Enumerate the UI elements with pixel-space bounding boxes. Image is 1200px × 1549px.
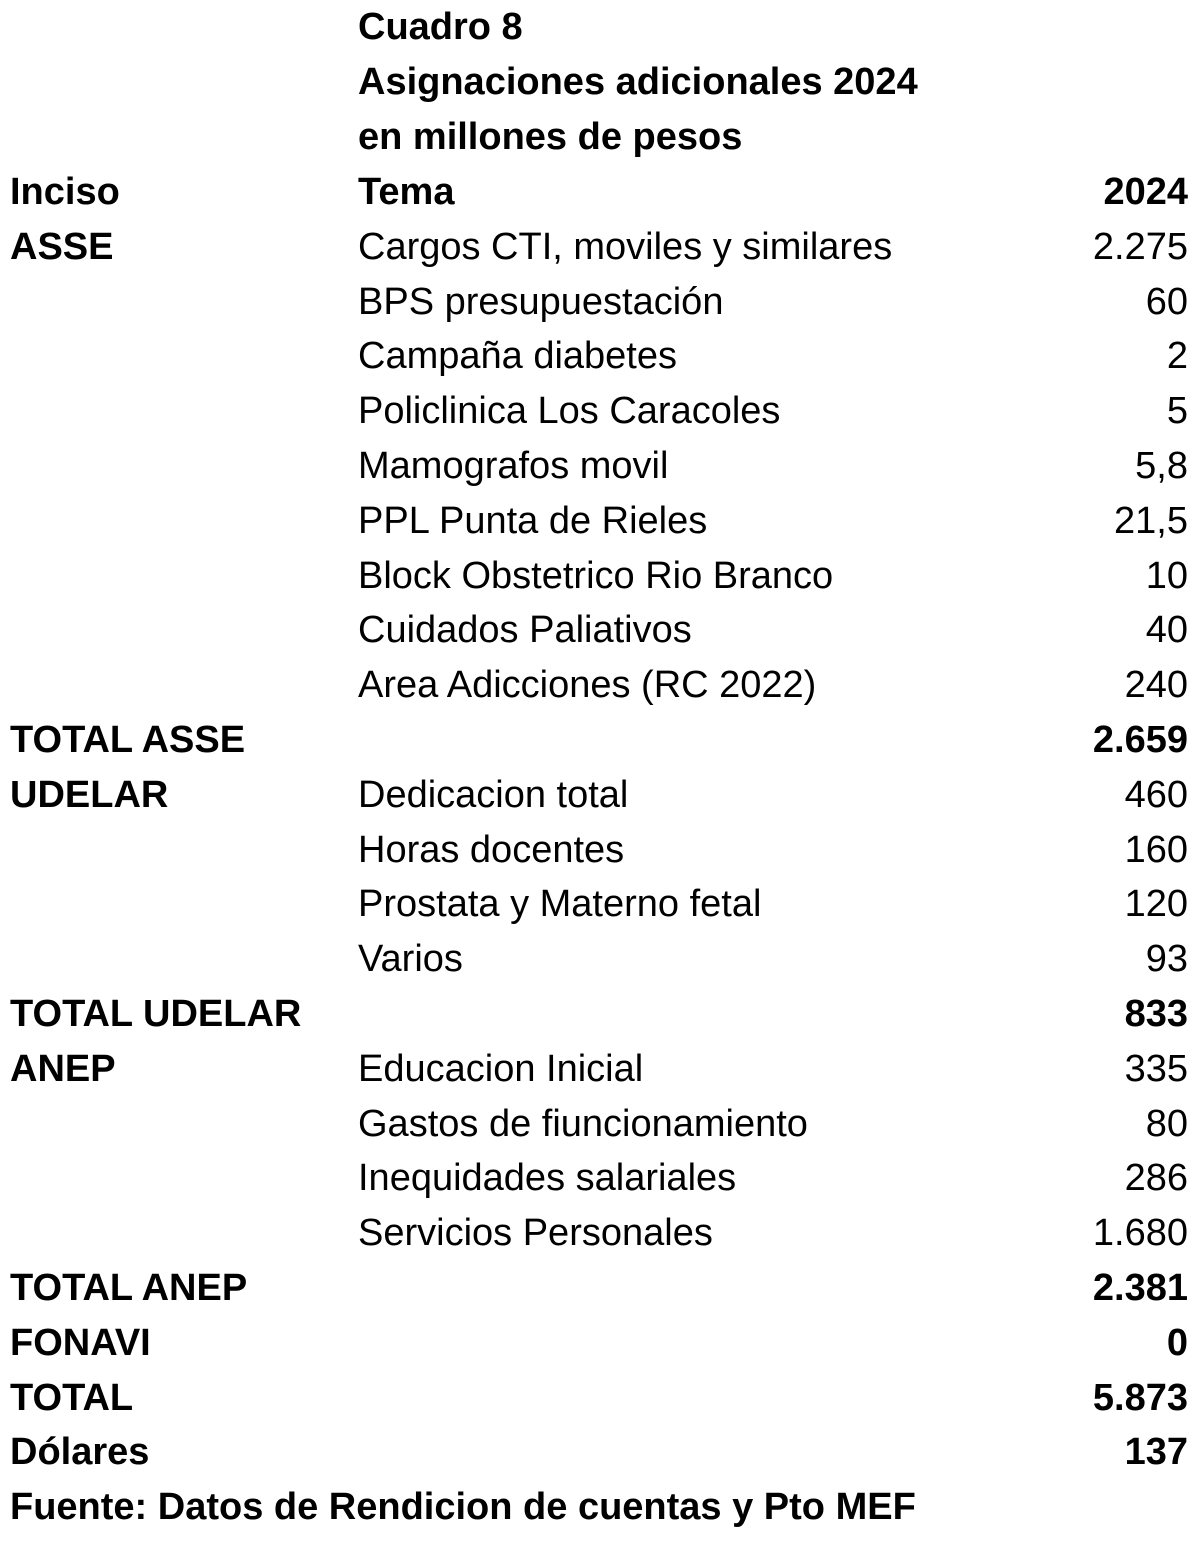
column-header-2024: 2024 [1103,171,1188,213]
cell-tema: Policlinica Los Caracoles [358,390,781,433]
cell-value: 80 [1145,1102,1188,1145]
cell-value: 833 [1124,992,1188,1035]
cell-value: 460 [1124,773,1188,816]
cell-inciso: FONAVI [10,1321,151,1364]
cell-value: 21,5 [1114,499,1188,542]
table-row [10,439,1188,494]
cell-tema: Mamografos movil [358,444,669,487]
cell-value: 5 [1166,390,1188,433]
cell-tema: BPS presupuestación [358,280,724,323]
cell-value: 5.873 [1092,1376,1188,1419]
cell-tema: Block Obstetrico Rio Branco [358,554,834,597]
cell-value: 5,8 [1135,444,1188,487]
cell-inciso: ASSE [10,225,114,268]
cell-value: 60 [1145,280,1188,323]
table-row [10,220,1188,275]
source-note: Fuente: Datos de Rendicion de cuentas y Pto MEF [10,1486,916,1528]
cell-value: 335 [1124,1047,1188,1090]
cell-inciso: TOTAL ASSE [10,718,246,761]
cell-tema: Servicios Personales [358,1212,713,1255]
cell-tema: Horas docentes [358,828,625,871]
cell-tema: Area Adicciones (RC 2022) [358,664,817,707]
table-row [10,603,1188,658]
table-body [10,220,1188,1480]
table-total-row [10,1316,1188,1371]
cell-value: 2.381 [1092,1266,1188,1309]
column-header-tema: Tema [358,171,455,213]
cell-inciso: UDELAR [10,773,169,816]
cell-tema: Inequidades salariales [358,1157,737,1200]
table-row [10,329,1188,384]
cell-tema: Prostata y Materno fetal [358,883,762,926]
table-row [10,549,1188,604]
cell-value: 160 [1124,828,1188,871]
cell-value: 240 [1124,664,1188,707]
table-total-row [10,1261,1188,1316]
column-header-inciso: Inciso [10,171,120,213]
allocations-table [10,165,1188,1480]
table-row [10,1206,1188,1261]
cell-value: 0 [1166,1321,1188,1364]
cell-inciso: TOTAL UDELAR [10,992,302,1035]
table-header-row [10,165,1188,220]
cell-tema: Varios [358,938,463,981]
table-row [10,494,1188,549]
table-total-row [10,713,1188,768]
cell-tema: Cargos CTI, moviles y similares [358,225,893,268]
table-title-block [358,0,918,165]
table-total-row [10,1371,1188,1426]
table-row [10,768,1188,823]
table-row [10,1042,1188,1097]
table-row [10,384,1188,439]
table-row [10,275,1188,330]
table-total-row [10,1425,1188,1480]
table-row [10,1151,1188,1206]
cell-value: 40 [1145,609,1188,652]
table-subtitle: en millones de pesos [358,116,743,158]
cell-tema: PPL Punta de Rieles [358,499,708,542]
cell-inciso: ANEP [10,1047,116,1090]
cell-tema: Dedicacion total [358,773,629,816]
cell-inciso: TOTAL [10,1376,134,1419]
cell-value: 137 [1124,1431,1188,1474]
table-number: Cuadro 8 [358,6,523,48]
table-row [10,877,1188,932]
cell-value: 2.659 [1092,718,1188,761]
cell-value: 2.275 [1092,225,1188,268]
cell-inciso: Dólares [10,1431,150,1474]
table-row [10,658,1188,713]
cell-value: 286 [1124,1157,1188,1200]
table-title: Asignaciones adicionales 2024 [358,61,918,103]
table-row [10,1097,1188,1152]
cell-inciso: TOTAL ANEP [10,1266,248,1309]
cell-value: 1.680 [1092,1212,1188,1255]
cell-tema: Cuidados Paliativos [358,609,692,652]
cell-value: 93 [1145,938,1188,981]
cell-value: 2 [1166,335,1188,378]
table-total-row [10,987,1188,1042]
cell-tema: Educacion Inicial [358,1047,644,1090]
table-row [10,823,1188,878]
cell-tema: Gastos de fiuncionamiento [358,1102,808,1145]
table-row [10,932,1188,987]
cell-value: 10 [1145,554,1188,597]
cell-tema: Campaña diabetes [358,335,677,378]
cell-value: 120 [1124,883,1188,926]
